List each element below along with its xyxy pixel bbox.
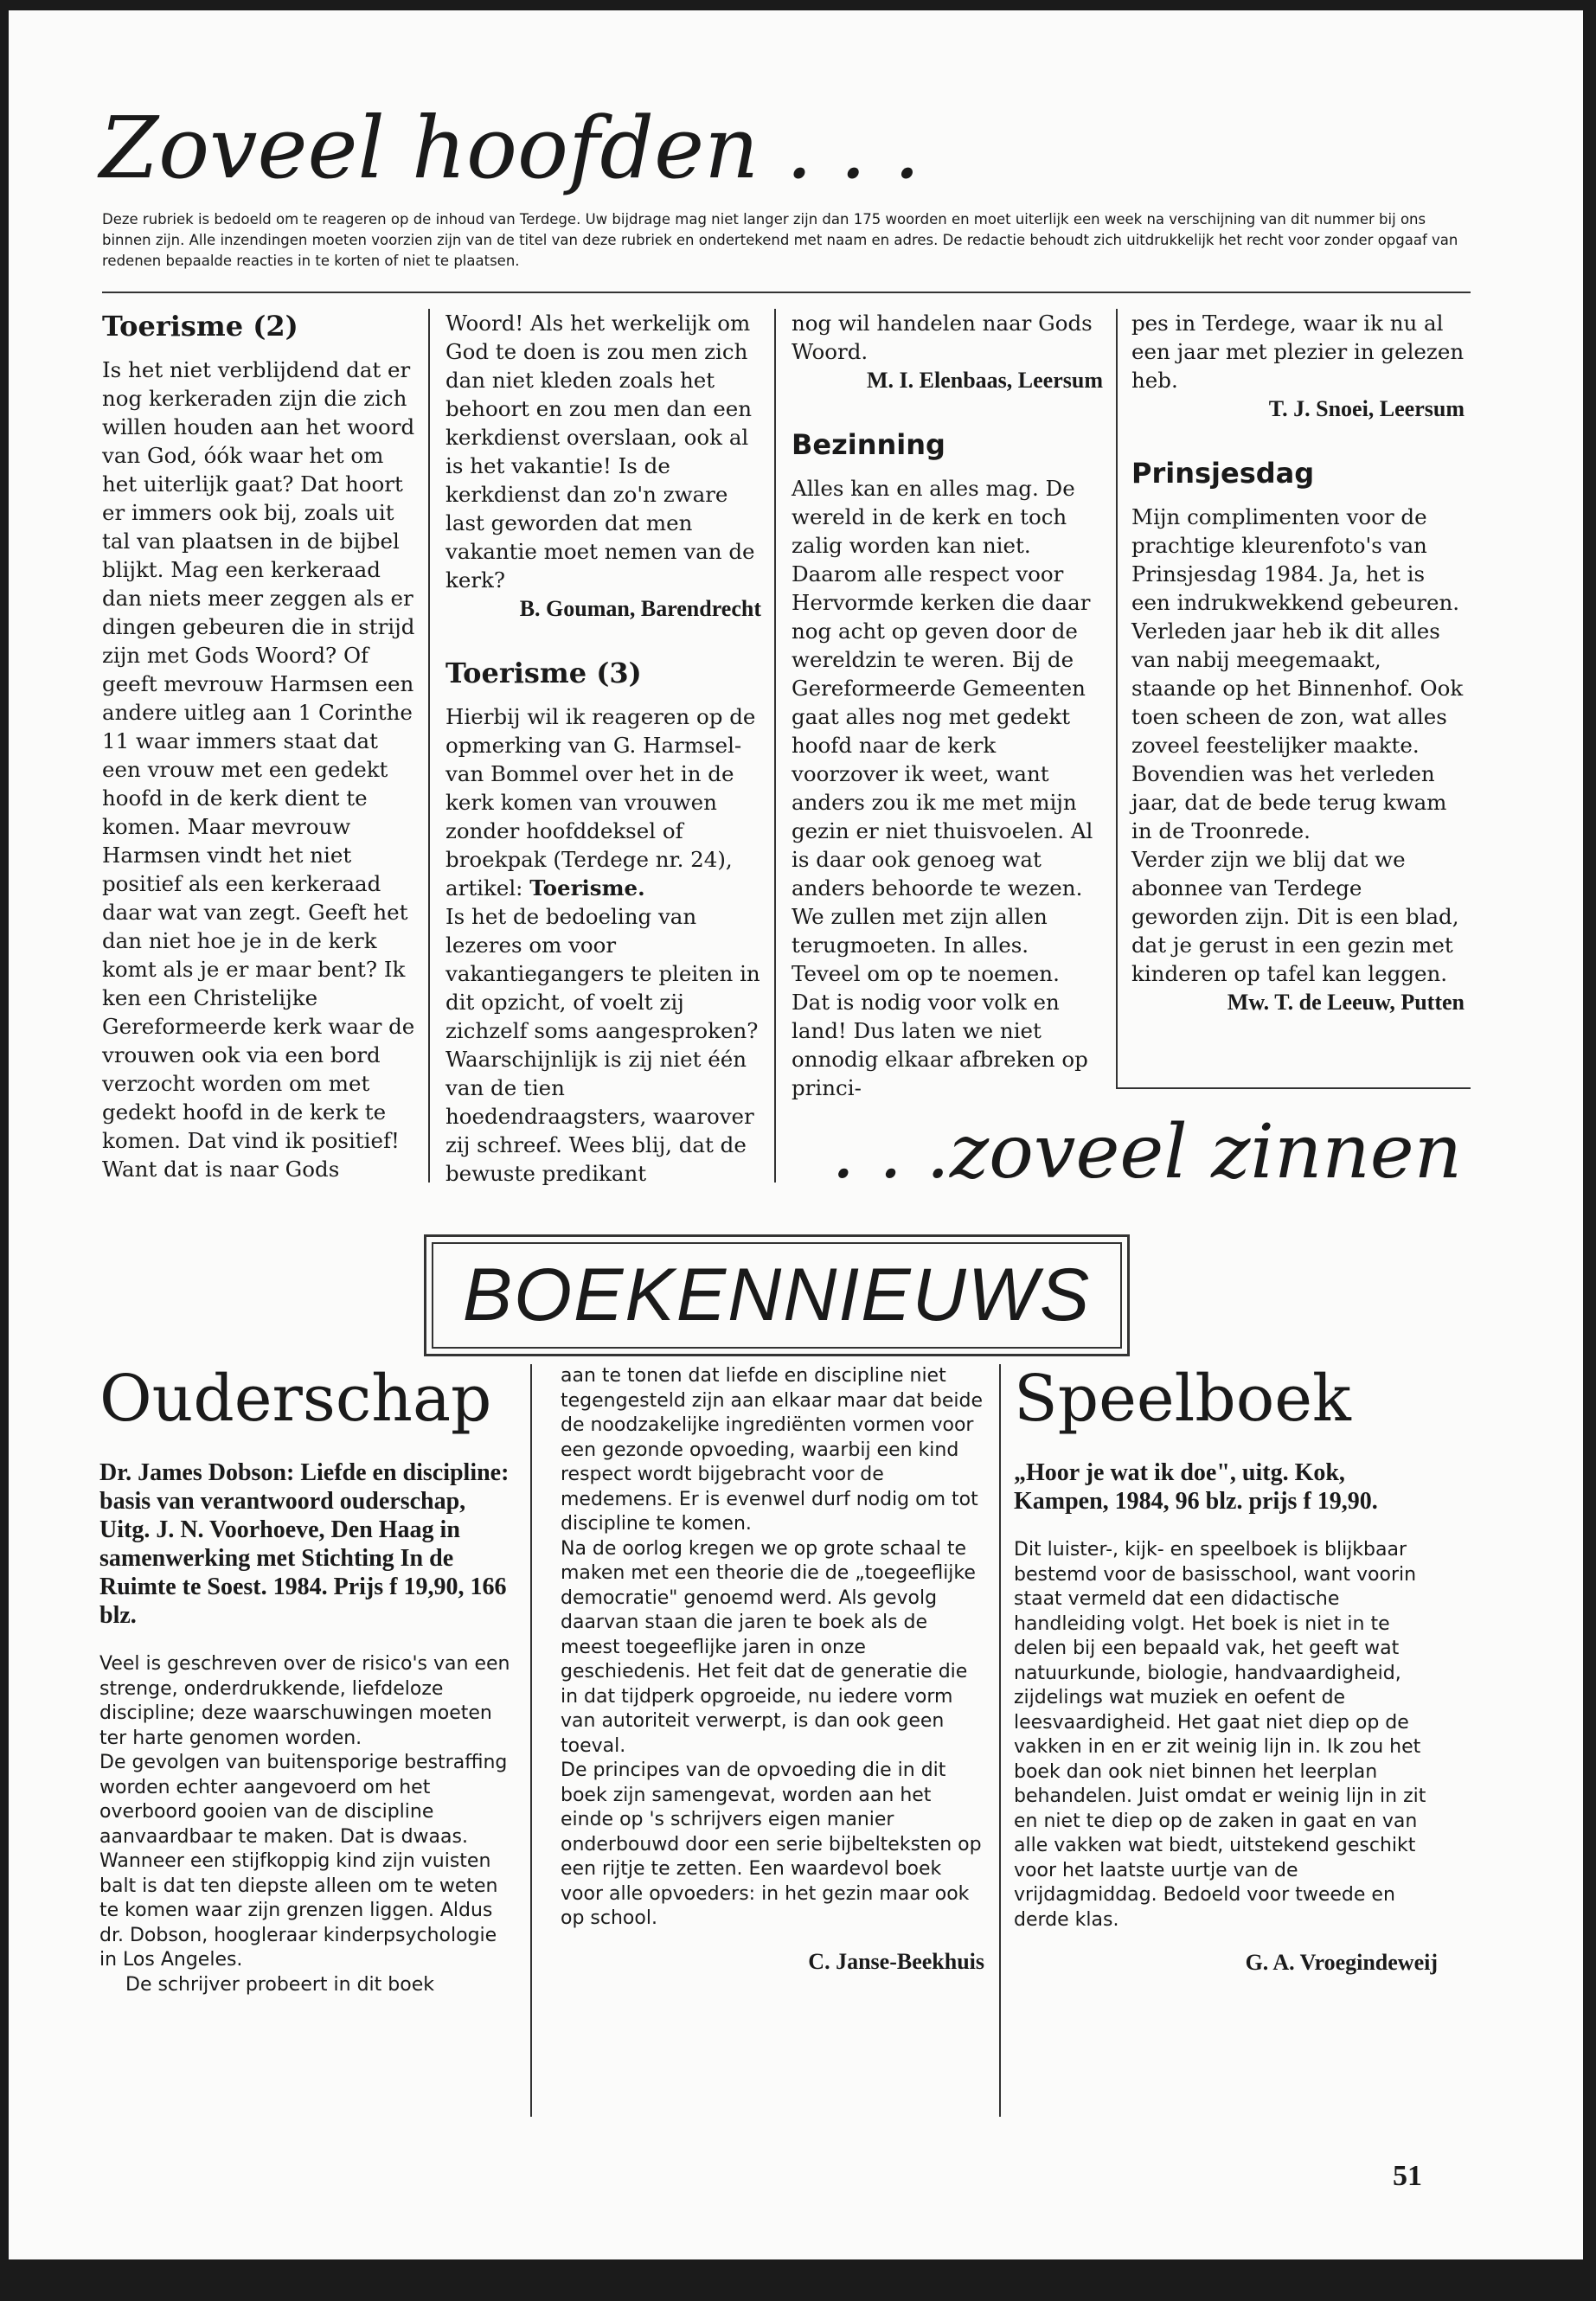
review-body: Veel is geschreven over de risico's van een strenge, onderdrukkende, liefdeloze discipline; deze waarschuwingen moeten ter harte genomen worden.	[99, 1653, 510, 1749]
column-divider	[1116, 309, 1118, 1087]
letter-toerisme-2-cont	[445, 309, 761, 1188]
letter-toerisme-2	[102, 309, 415, 1183]
letter-signature: Mw. T. de Leeuw, Putten	[1227, 990, 1465, 1015]
letter-toerisme-3-cont	[792, 309, 1103, 1102]
letter-body: Is het niet verblijdend dat er nog kerkeraden zijn die zich willen houden aan het woord van God, óók waar het om het uiterlijk gaat? Dat hoort er immers ook bij, zoals uit tal van plaatsen in de bijbel blijkt. Mag een kerkeraad dan niets meer zeggen als er dingen gebeuren die in strijd zijn met Gods Woord? Of geeft mevrouw Harmsen een andere uitleg aan 1 Corinthe 11 waar immers staat dat een vrouw met een gedekt hoofd in de kerk dient te komen. Maar mevrouw Harmsen vindt het niet positief als een kerkeraad daar wat van zegt. Geeft het dan niet hoe je in de kerk komt als je er maar bent? Ik ken een Christelijke Gereformeerde kerk waar de vrouwen ook via een bord verzocht worden om met gedekt hoofd in de kerk te komen. Dat vind ik positief! Want dat is naar Gods	[102, 357, 415, 1182]
header-rule	[102, 292, 1471, 293]
magazine-page	[9, 10, 1583, 2259]
review-body: aan te tonen dat liefde en discipline niet tegengesteld zijn aan elkaar maar dat beide de noodzakelijke ingrediënten vormen voor een gezonde opvoeding, waarbij een kind respect wordt bijgebracht voor de medemens. Er is evenwel durf nodig om tot discipline te komen.	[561, 1365, 984, 1535]
letter-body	[445, 702, 761, 902]
letter-heading: Prinsjesdag	[1131, 457, 1315, 490]
letter-body: nog wil handelen naar Gods Woord.	[792, 311, 1093, 364]
review-speelboek	[1014, 1360, 1438, 1976]
review-heading: Speelboek	[1014, 1362, 1351, 1436]
letter-body: Mijn complimenten voor de prachtige kleurenfoto's van Prinsjesdag 1984. Ja, het is een indrukwekkend gebeuren. Verleden jaar heb ik dit alles van nabij meegemaakt, staande op het Binnenhof. Ook toen scheen de zon, wat alles zoveel feestelijker maakte. Bovendien was het verleden jaar, dat de bede terug kwam in de Troonrede.	[1131, 504, 1464, 843]
letter-signature: T. J. Snoei, Leersum	[1268, 396, 1465, 421]
review-signature: C. Janse-Beekhuis	[808, 1948, 984, 1974]
letter-body: Woord! Als het werkelijk om God te doen is zou men zich dan niet kleden zoals het behoort en zou men dan een kerkdienst overslaan, ook al is het vakantie! Is de kerkdienst dan zo'n zware last geworden dat men vakantie moet nemen van de kerk?	[445, 311, 755, 593]
review-meta: Dr. James Dobson: Liefde en discipline: basis van verantwoord ouderschap, Uitg. J. N. Voorhoeve, Den Haag in samenwerking met Stichting In de Ruimte te Soest. 1984. Prijs f 19,90, 166 blz.	[99, 1459, 510, 1629]
letter-prinsjesdag	[1131, 309, 1465, 1016]
letter-body: Is het de bedoeling van lezeres om voor vakantiegangers te pleiten in dit opzicht, of voelt zij zichzelf soms aangesproken? Waarschijnlijk is zij niet één van de tien hoedendraagsters, waarover zij schreef. Wees blij, dat de bewuste predikant	[445, 904, 760, 1186]
rubric-intro: Deze rubriek is bedoeld om te reageren op de inhoud van Terdege. Uw bijdrage mag niet langer zijn dan 175 woorden en moet uiterlijk een week na verschijning van dit nummer bij ons binnen zijn. Alle inzendingen moeten voorzien zijn van de titel van deze rubriek en ondertekend met naam en adres. De redactie behoudt zich uitdrukkelijk het recht voor zonder opgaaf van redenen bepaalde reacties in te korten of niet te plaatsen.	[102, 211, 1458, 269]
review-signature: G. A. Vroegindeweij	[1245, 1950, 1438, 1975]
review-body: De schrijver probeert in dit boek	[125, 1973, 434, 1996]
letter-heading: Toerisme (3)	[445, 657, 642, 689]
closing-title: . . .zoveel zinnen	[831, 1109, 1462, 1195]
letter-heading: Bezinning	[792, 428, 945, 461]
column-divider	[774, 309, 776, 1183]
column-divider	[428, 309, 430, 1183]
boekennieuws-banner: BOEKENNIEUWS	[462, 1253, 1092, 1336]
review-ouderschap	[99, 1360, 515, 1997]
review-ouderschap-cont	[561, 1364, 984, 1975]
review-body: Na de oorlog kregen we op grote schaal te maken met een theorie die de „toegeeflijke democratie" genoemd werd. Als gevolg daarvan staan die jaren te boek als de meest toegeeflijke jaren in onze geschiedenis. Het feit dat de generatie die in dat tijdperk opgroeide, nu iedere vorm van autoriteit verwerpt, is dan ook geen toeval.	[561, 1537, 976, 1757]
letter-signature: M. I. Elenbaas, Leersum	[867, 368, 1103, 393]
review-body: Dit luister-, kijk- en speelboek is blijkbaar bestemd voor de basisschool, want voorin staat vermeld dat een didactische handleiding volgt. Het boek is niet in te delen bij een bepaald vak, het geeft wat natuurkunde, biologie, handvaardigheid, zijdelings wat muziek en oefent de leesvaardigheid. Het gaat niet diep op de vakken in en er zit weinig lijn in. Ik zou het boek dan ook niet binnen het leerplan behandelen. Juist omdat er weinig lijn in zit en niet te diep op de zaken in gaat en van alle vakken wat biedt, uitstekend geschikt voor het laatste uurtje van de vrijdagmiddag. Bedoeld voor tweede en derde klas.	[1014, 1539, 1426, 1931]
letter-body-intro: Hierbij wil ik reageren op de opmerking van G. Harmsel-van Bommel over het in de kerk komen van vrouwen zonder hoofddeksel of broekpak (Terdege nr. 24), artikel:	[445, 704, 756, 901]
review-heading: Ouderschap	[99, 1362, 492, 1436]
column-divider	[530, 1364, 532, 2117]
letter-heading: Toerisme (2)	[102, 310, 298, 343]
letter-body: Verder zijn we blij dat we abonnee van Terdege geworden zijn. Dit is een blad, dat je gerust in een gezin met kinderen op tafel kan leggen.	[1131, 847, 1459, 986]
review-body: De gevolgen van buitensporige bestraffing worden echter aangevoerd om het overboord gooien van de discipline aanvaardbaar te maken. Dat is dwaas. Wanneer een stijfkoppig kind zijn vuisten balt is dat ten diepste alleen om te weten te komen waar zijn grenzen liggen. Aldus dr. Dobson, hoogleraar kinderpsychologie in Los Angeles.	[99, 1752, 508, 1971]
review-body: De principes van de opvoeding die in dit boek zijn samengevat, worden aan het einde op 's schrijvers eigen manier onderbouwd door een serie bijbelteksten op een rijtje te zetten. Een waardevol boek voor alle opvoeders: in het gezin maar ook op school.	[561, 1759, 982, 1929]
letter-body: pes in Terdege, waar ik nu al een jaar met plezier in gelezen heb.	[1131, 311, 1465, 393]
section-rule	[1116, 1087, 1471, 1089]
column-divider	[999, 1364, 1001, 2117]
article-reference: Toerisme.	[529, 875, 645, 901]
letter-signature: B. Gouman, Barendrecht	[519, 596, 761, 621]
page-number: 51	[1393, 2160, 1422, 2192]
review-meta: „Hoor je wat ik doe", uitg. Kok, Kampen, 1984, 96 blz. prijs f 19,90.	[1014, 1459, 1378, 1515]
page-title: Zoveel hoofden . . .	[99, 99, 921, 198]
letter-body: Alles kan en alles mag. De wereld in de kerk en toch zalig worden kan niet. Daarom alle respect voor Hervormde kerken die daar nog acht op geven door de wereldzin te weren. Bij de Gereformeerde Gemeenten gaat alles nog met gedekt hoofd naar de kerk voorzover ik weet, want anders zou ik me met mijn gezin er niet thuisvoelen. Al is daar ook genoeg wat anders behoorde te wezen. We zullen met zijn allen terugmoeten. In alles. Teveel om op te noemen. Dat is nodig voor volk en land! Dus laten we niet onnodig elkaar afbreken op princi-	[792, 476, 1093, 1100]
